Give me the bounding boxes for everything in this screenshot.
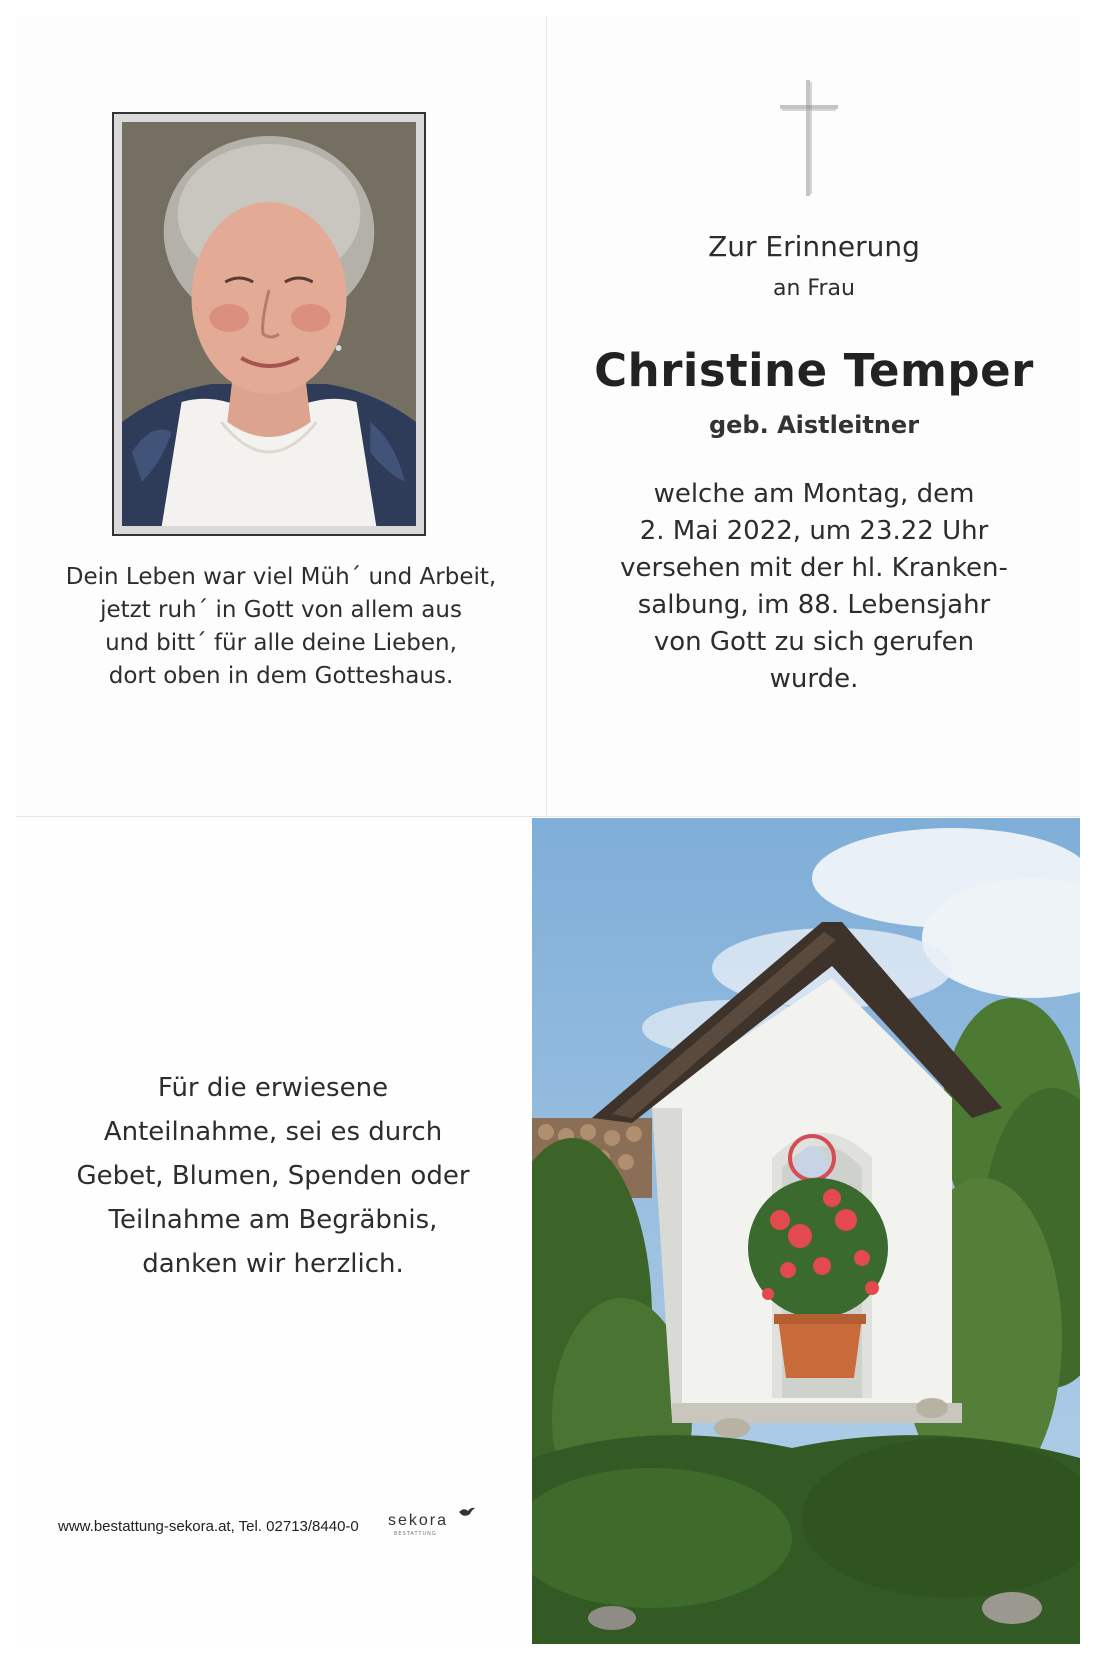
card-fold-vertical — [546, 16, 547, 816]
thanks-line: Gebet, Blumen, Spenden oder — [76, 1161, 470, 1191]
panel-portrait — [16, 16, 546, 816]
cross-icon — [778, 78, 840, 198]
verse-line: Dein Leben war viel Müh´ und Arbeit, — [65, 564, 497, 590]
portrait-illustration — [122, 122, 416, 526]
notice-line: salbung, im 88. Lebensjahr — [637, 590, 991, 620]
notice-line: welche am Montag, dem — [653, 479, 975, 509]
panel-thanks — [16, 818, 530, 1644]
bird-icon — [458, 1506, 476, 1518]
verse-left — [16, 561, 546, 693]
thanks-line: Für die erwiesene — [157, 1073, 389, 1103]
card-fold-horizontal — [16, 816, 1080, 817]
chapel-photo — [532, 818, 1080, 1644]
funeral-home-logo-sub: BESTATTUNG — [394, 1531, 437, 1537]
chapel-illustration — [532, 818, 1080, 1644]
intro-heading: Zur Erinnerung — [708, 230, 920, 263]
thanks-line: Teilnahme am Begräbnis, — [108, 1205, 438, 1235]
verse-line: jetzt ruh´ in Gott von allem aus — [100, 597, 462, 623]
notice-line: von Gott zu sich gerufen — [653, 627, 975, 657]
notice-line: wurde. — [769, 664, 859, 694]
intro-subheading: an Frau — [773, 276, 855, 301]
verse-line: dort oben in dem Gotteshaus. — [108, 663, 454, 689]
portrait-photo — [112, 112, 426, 536]
verse-line: und bitt´ für alle deine Lieben, — [105, 630, 457, 656]
funeral-home-contact: www.bestattung-sekora.at, Tel. 02713/8440-0 — [58, 1518, 359, 1535]
deceased-name: Christine Temper — [594, 344, 1034, 397]
maiden-name: geb. Aistleitner — [708, 411, 920, 439]
thanks-line: Anteilnahme, sei es durch — [103, 1117, 443, 1147]
notice-line: versehen mit der hl. Kranken- — [620, 553, 1008, 583]
death-notice — [548, 476, 1080, 698]
notice-line: 2. Mai 2022, um 23.22 Uhr — [639, 516, 989, 546]
thanks-text — [16, 1066, 530, 1286]
funeral-home-logo: sekora — [388, 1512, 449, 1529]
panel-memorial-text — [548, 16, 1080, 816]
thanks-line: danken wir herzlich. — [142, 1249, 404, 1279]
